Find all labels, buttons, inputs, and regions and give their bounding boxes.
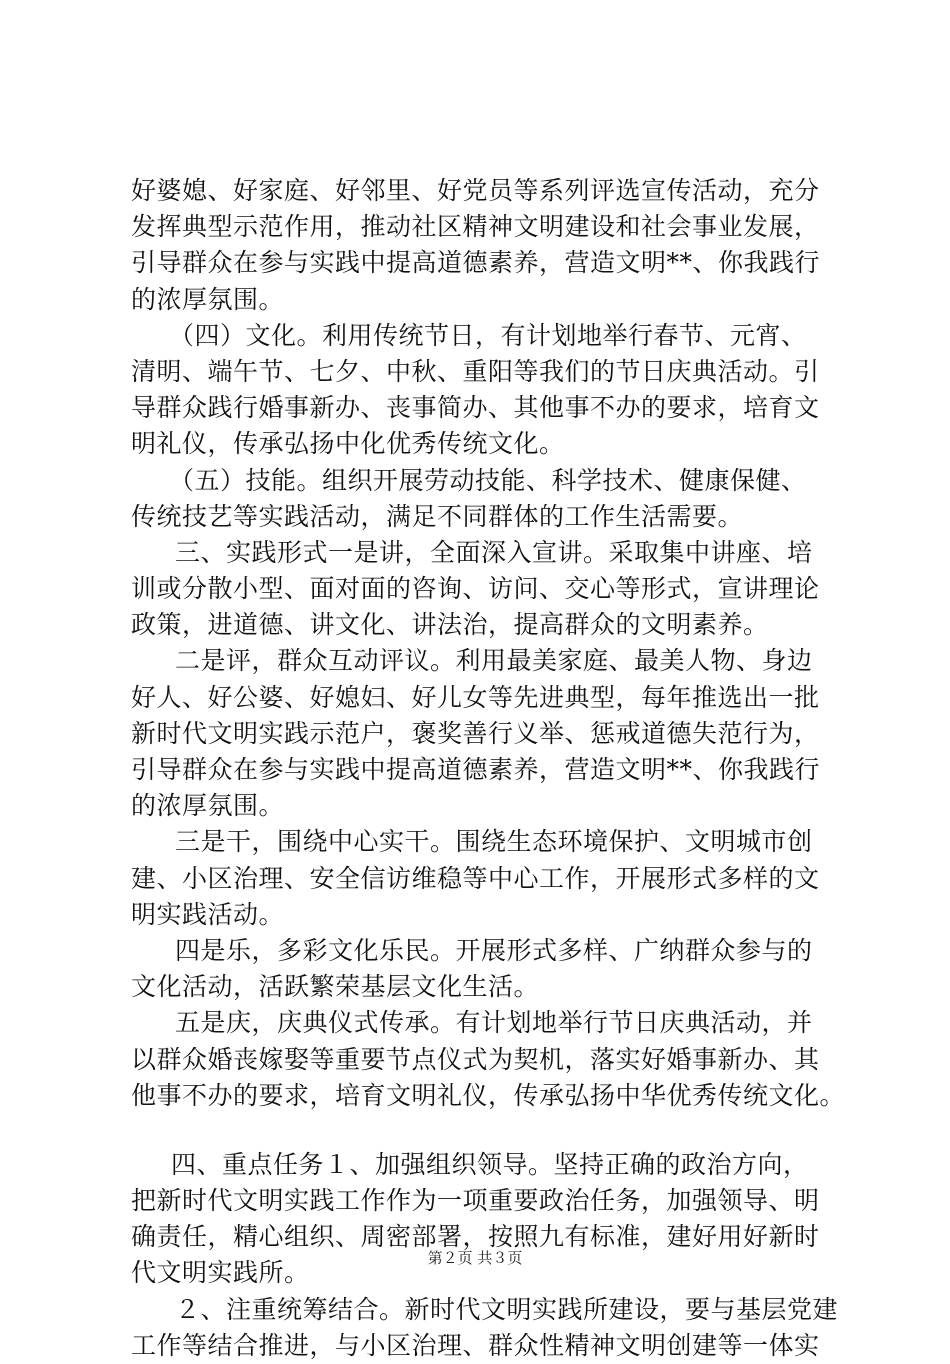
text-line: 发挥典型示范作用，推动社区精神文明建设和社会事业发展， xyxy=(131,212,820,242)
text-line: 三、实践形式一是讲，全面深入宣讲。采取集中讲座、培 xyxy=(175,537,813,567)
text-line: ２、注重统筹结合。新时代文明实践所建设，要与基层党建 xyxy=(175,1294,839,1324)
document-body xyxy=(131,173,846,1364)
text-line: 确责任，精心组织、周密部署，按照九有标准，建好用好新时 xyxy=(131,1222,820,1252)
text-line: 代文明实践所。 xyxy=(131,1258,310,1288)
text-line: 的浓厚氛围。 xyxy=(131,791,285,821)
text-line: 工作等结合推进，与小区治理、群众性精神文明创建等一体实 xyxy=(131,1330,820,1360)
text-line: 文化活动，活跃繁荣基层文化生活。 xyxy=(131,972,540,1002)
text-line: （四）文化。利用传统节日，有计划地举行春节、元宵、 xyxy=(169,320,807,350)
text-line: 新时代文明实践示范户，褒奖善行义举、惩戒道德失范行为， xyxy=(131,718,820,748)
text-line: 引导群众在参与实践中提高道德素养，营造文明**、你我践行 xyxy=(131,248,821,278)
paragraph-gap xyxy=(131,1114,831,1147)
text-line: 以群众婚丧嫁娶等重要节点仪式为契机，落实好婚事新办、其 xyxy=(131,1044,820,1074)
text-line: （五）技能。组织开展劳动技能、科学技术、健康保健、 xyxy=(169,465,807,495)
text-line: 明实践活动。 xyxy=(131,899,285,929)
text-line: 引导群众在参与实践中提高道德素养，营造文明**、你我践行 xyxy=(131,755,821,784)
text-line: 把新时代文明实践工作作为一项重要政治任务，加强领导、明 xyxy=(131,1186,820,1216)
page-number-footer: 第２页 共３页 xyxy=(427,1249,523,1267)
text-line: 三是干，围绕中心实干。围绕生态环境保护、文明城市创 xyxy=(175,827,813,857)
text-line: 二是评，群众互动评议。利用最美家庭、最美人物、身边 xyxy=(175,646,813,676)
text-line: 四、重点任务１、加强组织领导。坚持正确的政治方向， xyxy=(171,1149,809,1179)
text-line: 五是庆，庆典仪式传承。有计划地举行节日庆典活动，并 xyxy=(175,1008,813,1038)
text-line: 四是乐，多彩文化乐民。开展形式多样、广纳群众参与的 xyxy=(175,935,813,965)
text-line: 政策，进道德、讲文化、讲法治，提高群众的文明素养。 xyxy=(131,610,769,640)
text-line: 明礼仪，传承弘扬中化优秀传统文化。 xyxy=(131,429,565,459)
text-line: 清明、端午节、七夕、中秋、重阳等我们的节日庆典活动。引 xyxy=(131,356,820,386)
text-line: 的浓厚氛围。 xyxy=(131,284,285,314)
text-line: 导群众践行婚事新办、丧事简办、其他事不办的要求，培育文 xyxy=(131,393,820,423)
text-line: 好婆媳、好家庭、好邻里、好党员等系列评选宣传活动，充分 xyxy=(131,176,820,205)
text-line: 训或分散小型、面对面的咨询、访问、交心等形式，宣讲理论 xyxy=(131,574,820,604)
text-line: 建、小区治理、安全信访维稳等中心工作，开展形式多样的文 xyxy=(131,863,820,893)
text-line: 他事不办的要求，培育文明礼仪，传承弘扬中华优秀传统文化。 xyxy=(131,1080,846,1110)
text-line: 传统技艺等实践活动，满足不同群体的工作生活需要。 xyxy=(131,501,744,531)
text-line: 好人、好公婆、好媳妇、好儿女等先进典型，每年推选出一批 xyxy=(131,682,820,712)
